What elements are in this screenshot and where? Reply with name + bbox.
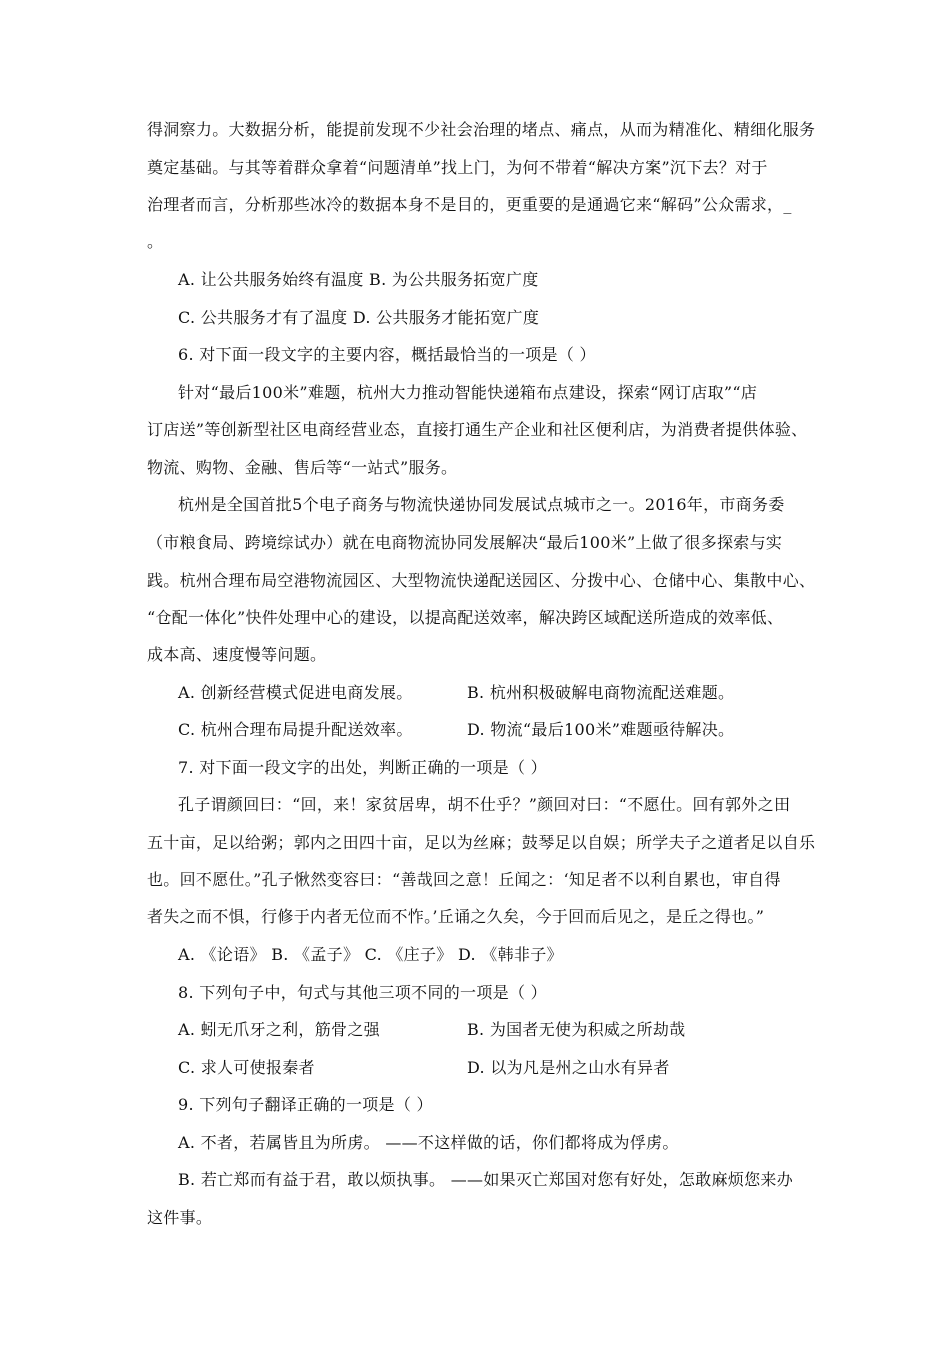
q6-stem: 6. 对下面一段文字的主要内容，概括最恰当的一项是（ ） bbox=[178, 345, 596, 364]
q7-para-line-1: 孔子谓颜回曰：“回，来！家贫居卑，胡不仕乎？”颜回对曰：“不愿仕。回有郭外之田 bbox=[178, 795, 791, 814]
q7-stem: 7. 对下面一段文字的出处，判断正确的一项是（ ） bbox=[178, 758, 547, 777]
q8-option-b: B. 为国者无使为积威之所劫哉 bbox=[467, 1020, 686, 1039]
q7-para-line-3: 也。回不愿仕。”孔子愀然变容曰：“善哉回之意！丘闻之：‘知足者不以利自累也，审自得 bbox=[147, 870, 781, 889]
q9-option-b-line-2: 这件事。 bbox=[147, 1208, 213, 1227]
q6-para1-line-3: 物流、购物、金融、售后等“一站式”服务。 bbox=[147, 458, 458, 477]
q6-option-c: C. 杭州合理布局提升配送效率。 bbox=[178, 720, 413, 739]
q6-para1-line-2: 订店送”等创新型社区电商经营业态，直接打通生产企业和社区便利店，为消费者提供体验、 bbox=[147, 420, 808, 439]
q8-stem: 8. 下列句子中，句式与其他三项不同的一项是（ ） bbox=[178, 983, 547, 1002]
q7-para-line-4: 者失之而不惧，行修于内者无位而不怍。’丘诵之久矣，今于回而后见之，是丘之得也。” bbox=[147, 907, 765, 926]
passage5-line-3: 治理者而言，分析那些冰冷的数据本身不是目的，更重要的是通過它来“解码”公众需求，_ bbox=[147, 195, 792, 214]
q6-para2-line-5: 成本高、速度慢等问题。 bbox=[147, 645, 327, 664]
q5-options-ab: A. 让公共服务始终有温度 B. 为公共服务拓宽广度 bbox=[178, 270, 539, 289]
q6-para2-line-3: 践。杭州合理布局空港物流园区、大型物流快递配送园区、分拨中心、仓储中心、集散中心、 bbox=[147, 571, 816, 590]
q6-para2-line-2: （市粮食局、跨境综试办）就在电商物流协同发展解决“最后100米”上做了很多探索与实 bbox=[147, 533, 783, 552]
passage5-line-2: 奠定基础。与其等着群众拿着“问题清单”找上门，为何不带着“解决方案”沉下去？对于 bbox=[147, 158, 768, 177]
q6-para2-line-1: 杭州是全国首批5个电子商务与物流快递协同发展试点城市之一。2016年，市商务委 bbox=[178, 495, 785, 514]
q9-stem: 9. 下列句子翻译正确的一项是（ ） bbox=[178, 1095, 433, 1114]
passage5-line-1: 得洞察力。大数据分析，能提前发现不少社会治理的堵点、痛点，从而为精准化、精细化服务 bbox=[147, 120, 816, 139]
q7-options: A. 《论语》 B. 《孟子》 C. 《庄子》 D. 《韩非子》 bbox=[178, 945, 563, 964]
q9-option-b-line-1: B. 若亡郑而有益于君，敢以烦执事。 ——如果灭亡郑国对您有好处，怎敢麻烦您来办 bbox=[178, 1170, 794, 1189]
q6-para2-line-4: “仓配一体化”快件处理中心的建设，以提高配送效率，解决跨区域配送所造成的效率低、 bbox=[147, 608, 784, 627]
q8-option-c: C. 求人可使报秦者 bbox=[178, 1058, 315, 1077]
q5-options-cd: C. 公共服务才有了温度 D. 公共服务才能拓宽广度 bbox=[178, 308, 540, 327]
q6-option-a: A. 创新经营模式促进电商发展。 bbox=[178, 683, 413, 702]
q7-para-line-2: 五十亩，足以给粥；郭内之田四十亩，足以为丝麻；鼓琴足以自娱；所学夫子之道者足以自乐 bbox=[147, 833, 816, 852]
q6-option-d: D. 物流“最后100米”难题亟待解决。 bbox=[467, 720, 735, 739]
passage5-line-4: 。 bbox=[147, 232, 164, 251]
q8-option-d: D. 以为凡是州之山水有异者 bbox=[467, 1058, 670, 1077]
q8-option-a: A. 蚓无爪牙之利，筋骨之强 bbox=[178, 1020, 380, 1039]
q6-option-b: B. 杭州积极破解电商物流配送难题。 bbox=[467, 683, 735, 702]
q9-option-a: A. 不者，若属皆且为所虏。 ——不这样做的话，你们都将成为俘虏。 bbox=[178, 1133, 679, 1152]
q6-para1-line-1: 针对“最后100米”难题，杭州大力推动智能快递箱布点建设，探索“网订店取”“店 bbox=[178, 383, 758, 402]
